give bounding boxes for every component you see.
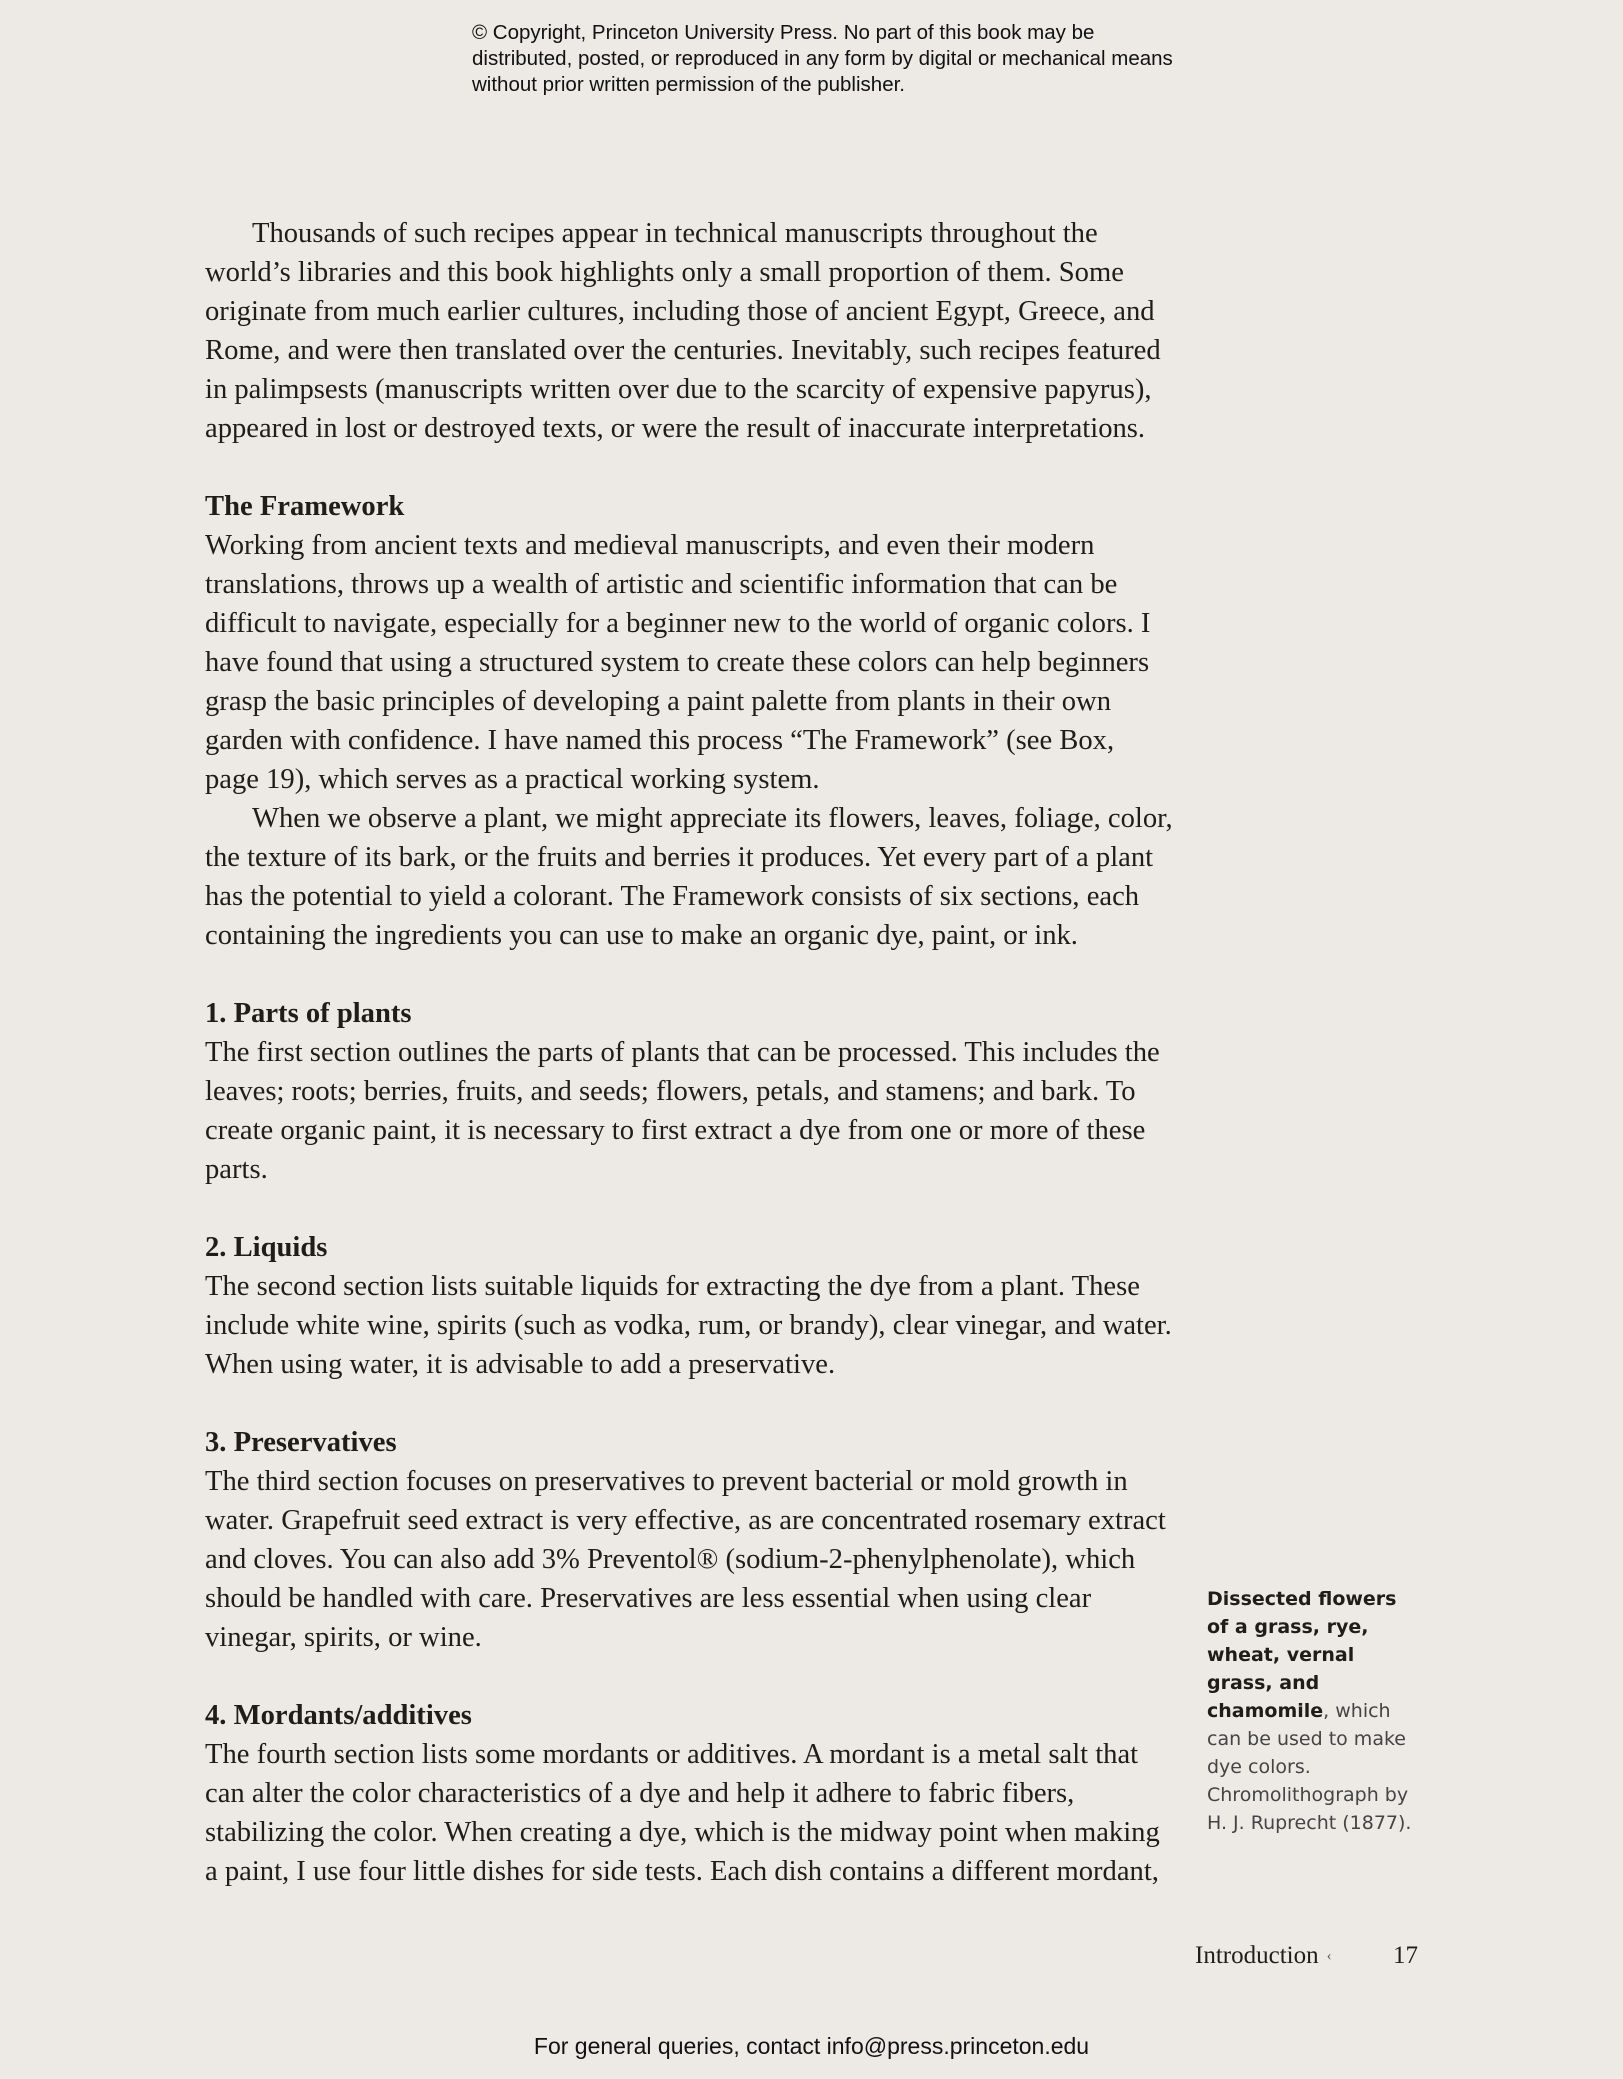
- main-text: [205, 214, 1175, 1891]
- section-2-heading: 2. Liquids: [205, 1232, 328, 1263]
- framework-heading: The Framework: [205, 491, 405, 522]
- framework-paragraph-2: When we observe a plant, we might appreciate its flowers, leaves, foliage, color, the texture of its bark, or the fruits and berries it produces. Yet every part of a plant has the potential to yield a colorant. The Framework consists of six sections, each containing the ingredients you can use to make an organic dye, paint, or ink.: [205, 803, 1173, 951]
- section-4-heading: 4. Mordants/additives: [205, 1700, 472, 1731]
- page-number: 17: [1393, 1942, 1418, 1969]
- section-1-text: The first section outlines the parts of plants that can be processed. This includes the leaves; roots; berries, fruits, and seeds; flowers, petals, and stamens; and bark. To create organic paint, it is necessary to first extract a dye from one or more of these parts.: [205, 1037, 1160, 1185]
- figure-caption: [1207, 1585, 1417, 1837]
- caption-text: , which can be used to make dye colors. Chromolithograph by H. J. Ruprecht (1877).: [1207, 1700, 1412, 1834]
- contact-footer: For general queries, contact info@press.princeton.edu: [533, 2033, 1090, 2059]
- chevron-left-icon: ‹: [1326, 1948, 1332, 1964]
- section-3-heading: 3. Preservatives: [205, 1427, 397, 1458]
- running-head-section: Introduction: [1195, 1942, 1319, 1969]
- paragraph-gap: [205, 1189, 1175, 1228]
- section-2-text: The second section lists suitable liquids for extracting the dye from a plant. These include white wine, spirits (such as vodka, rum, or brandy), clear vinegar, and water. When using water, it is advisable to add a preservative.: [205, 1271, 1172, 1380]
- section-4-text: The fourth section lists some mordants or additives. A mordant is a metal salt that can alter the color characteristics of a dye and help it adhere to fabric fibers, stabilizing the color. When creating a dye, which is the midway point when making a paint, I use four little dishes for side tests. Each dish contains a different mordant,: [205, 1739, 1160, 1887]
- section-1-heading: 1. Parts of plants: [205, 998, 412, 1029]
- running-head: [1195, 1939, 1332, 1973]
- copyright-notice: © Copyright, Princeton University Press. No part of this book may be distributed, posted, or reproduced in any form by digital or mechanical means without prior written permission of the publisher.: [472, 21, 1173, 96]
- paragraph-gap: [205, 448, 1175, 487]
- paragraph-gap: [205, 1657, 1175, 1696]
- intro-paragraph: Thousands of such recipes appear in technical manuscripts throughout the world’s libraries and this book highlights only a small proportion of them. Some originate from much earlier cultures, including those of ancient Egypt, Greece, and Rome, and were then translated over the centuries. Inevitably, such recipes featured in palimpsests (manuscripts written over due to the scarcity of expensive papyrus), appeared in lost or destroyed texts, or were the result of inaccurate interpretations.: [205, 218, 1161, 444]
- caption-bold-text: Dissected flowers of a grass, rye, wheat, vernal grass, and chamomile: [1207, 1588, 1397, 1722]
- paragraph-gap: [205, 955, 1175, 994]
- paragraph-gap: [205, 1384, 1175, 1423]
- section-3-text: The third section focuses on preservatives to prevent bacterial or mold growth in water. Grapefruit seed extract is very effective, as are concentrated rosemary extract and cloves. You can also add 3% Preventol® (sodium-2-phenylphenolate), which should be handled with care. Preservatives are less essential when using clear vinegar, spirits, or wine.: [205, 1466, 1166, 1653]
- framework-paragraph-1: Working from ancient texts and medieval manuscripts, and even their modern translations, throws up a wealth of artistic and scientific information that can be difficult to navigate, especially for a beginner new to the world of organic colors. I have found that using a structured system to create these colors can help beginners grasp the basic principles of developing a paint palette from plants in their own garden with confidence. I have named this process “The Framework” (see Box, page 19), which serves as a practical working system.: [205, 530, 1151, 795]
